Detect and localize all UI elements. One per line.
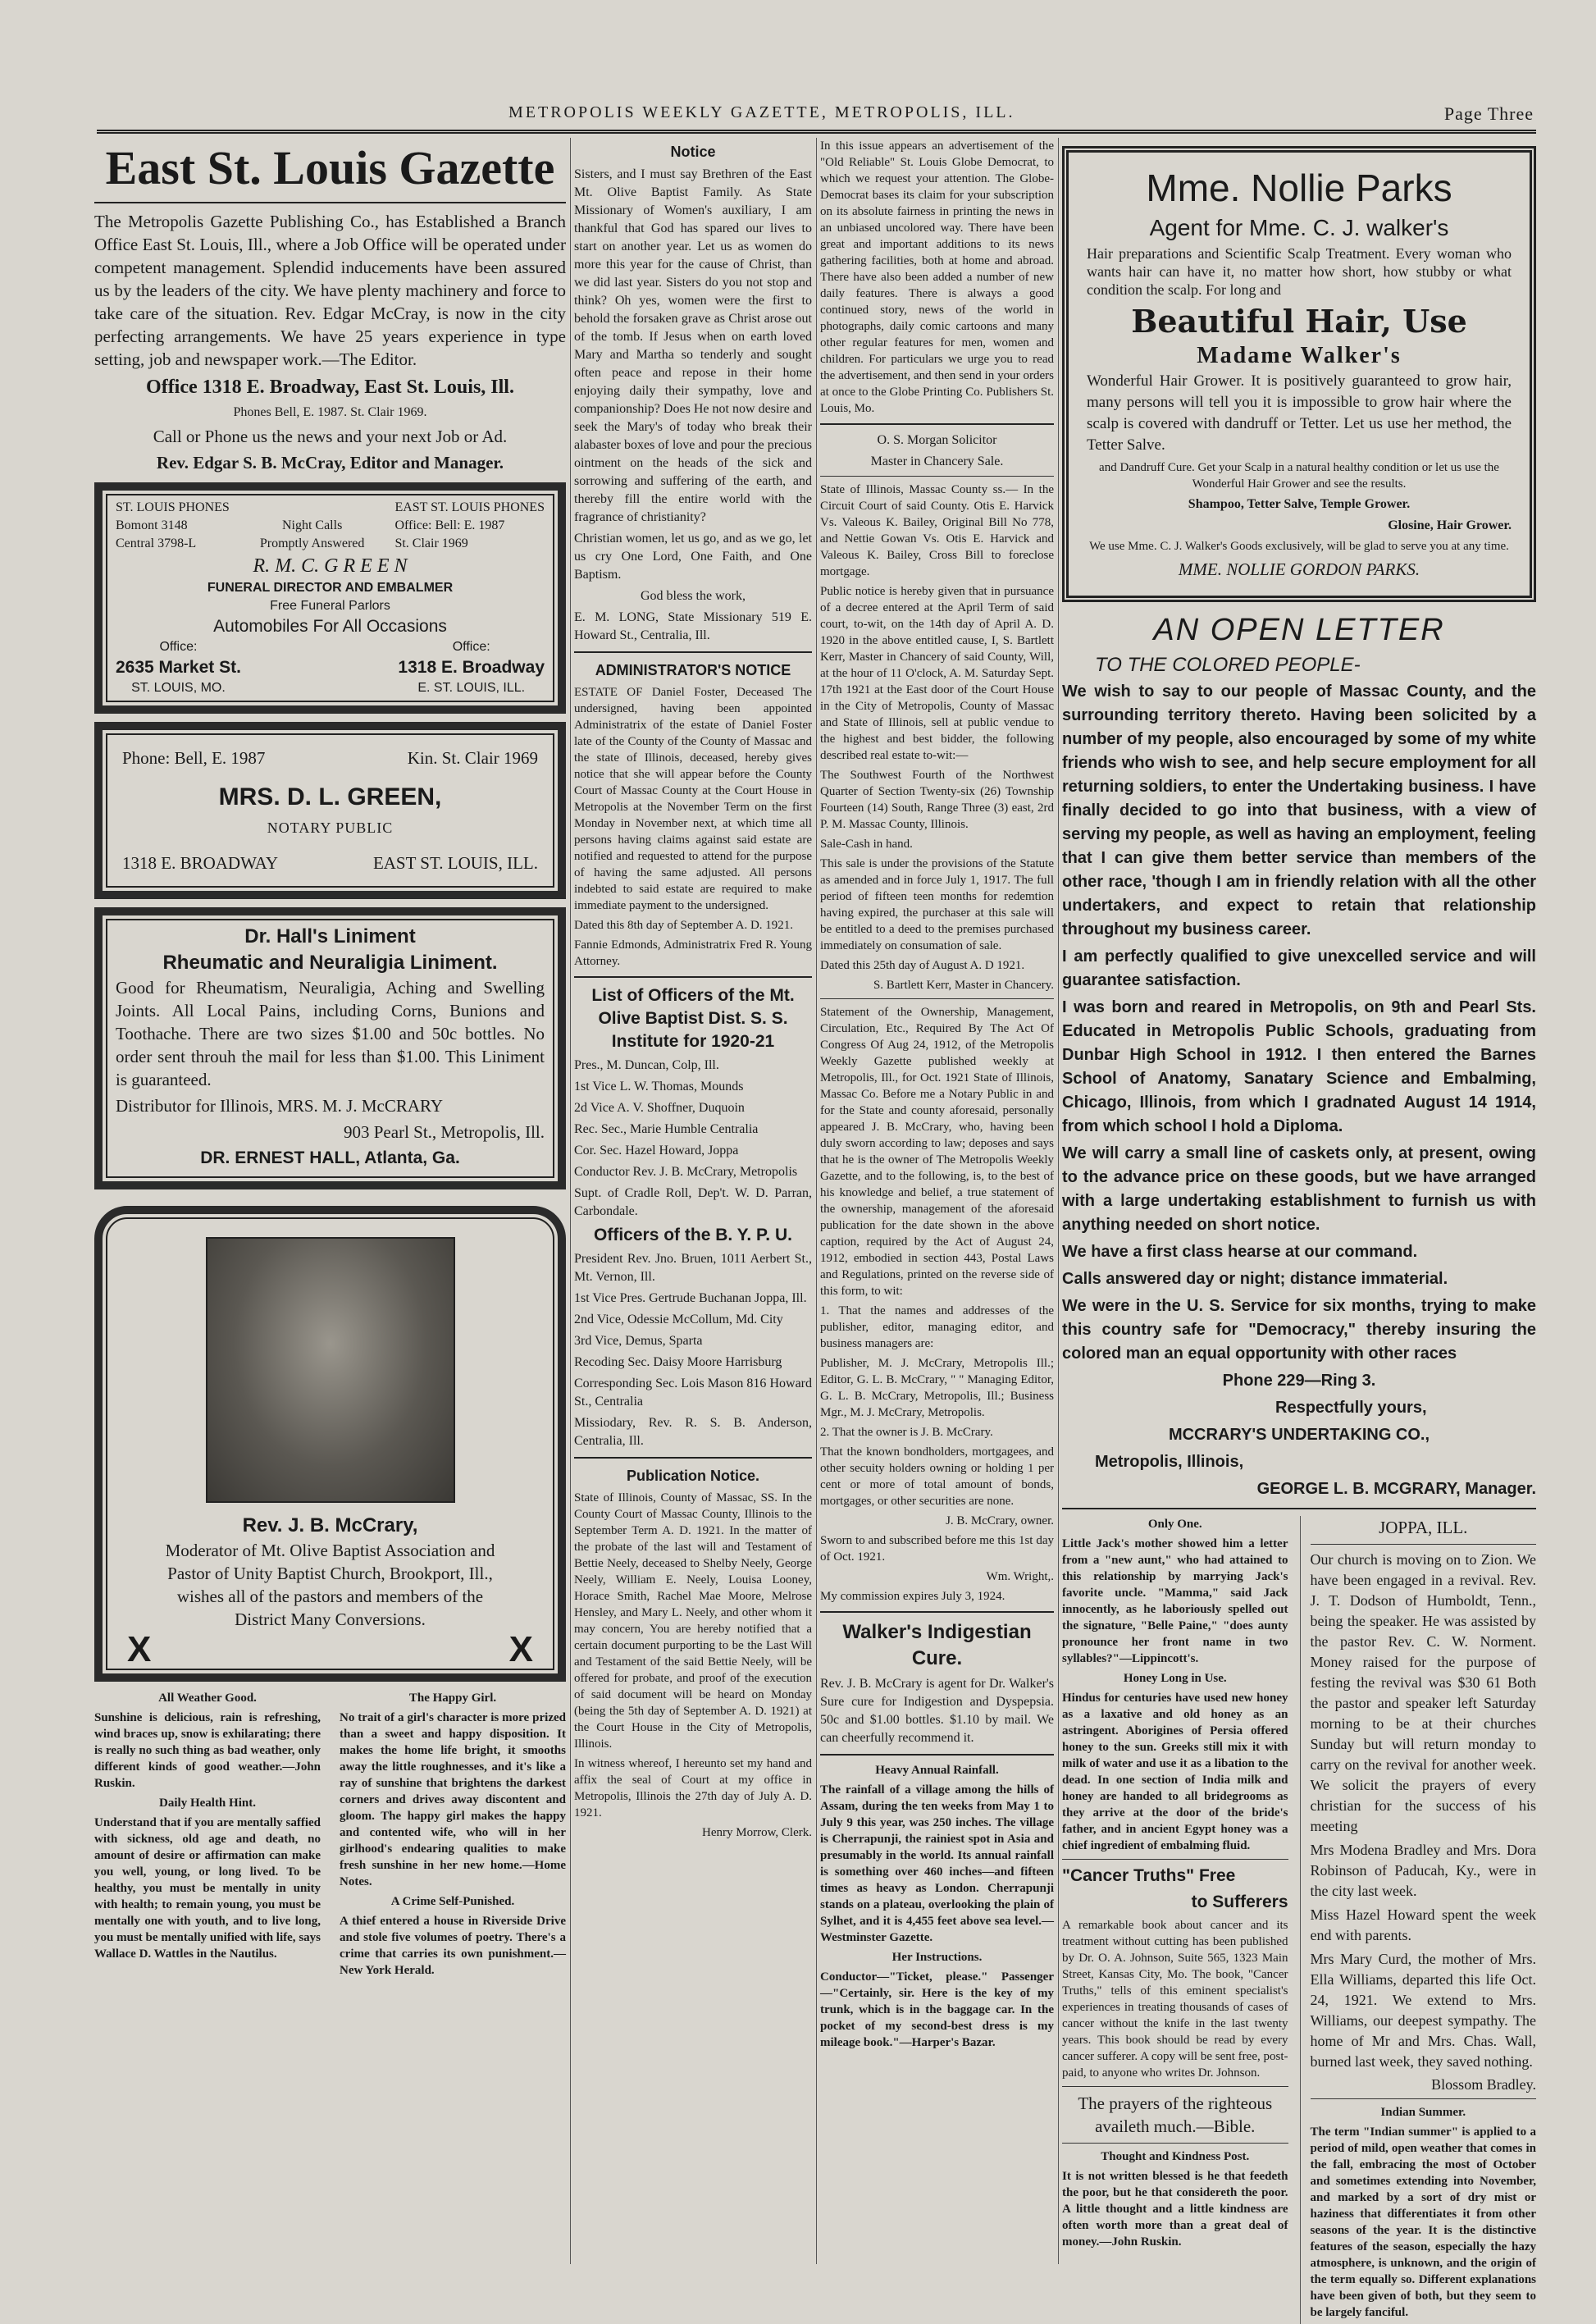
mrs-green-city: EAST ST. LOUIS, ILL. bbox=[372, 853, 538, 873]
parks-products: Shampoo, Tetter Salve, Temple Grower. bbox=[1188, 497, 1411, 511]
parks-signature: MME. NOLLIE GORDON PARKS. bbox=[1178, 559, 1420, 579]
bottom-fillers bbox=[94, 1690, 566, 1982]
office-label: Office: bbox=[159, 640, 198, 654]
gazette-phones: Phones Bell, E. 1987. St. Clair 1969. bbox=[233, 405, 427, 419]
divider bbox=[1062, 2086, 1288, 2087]
joppa-body-2: Mrs Modena Bradley and Mrs. Dora Robinson of Paducah, Ky., were in the city last week. bbox=[1310, 1842, 1536, 1899]
mrs-green-kin: Kin. St. Clair 1969 bbox=[407, 748, 538, 768]
filler-heading: Honey Long in Use. bbox=[1123, 1672, 1227, 1685]
letter-manager: GEORGE L. B. MCGRARY, Manager. bbox=[1256, 1480, 1536, 1498]
filler-text: Understand that if you are mentally saffied with sickness, old age and death, no amount of desire or affirmation can make you well, young, or long lived. To be healthy, you must be mentally in unity with health; to remain young, you must be mentally one with youth, and to live long, you must be mentally unified with life, says Wallace D. Wattles in the Nautilus. bbox=[94, 1816, 321, 1961]
open-letter bbox=[1062, 610, 1536, 1501]
parks-body-1: Hair preparations and Scientific Scalp Treatment. Every woman who wants hair can have it, no matter how short, how stubby or what condition the scalp. For long and bbox=[1087, 245, 1512, 298]
stl-phone-2: Central 3798-L bbox=[116, 536, 197, 550]
divider bbox=[1062, 1859, 1288, 1860]
estl-phones-head: EAST ST. LOUIS PHONES bbox=[394, 500, 545, 514]
ownership-statement: Statement of the Ownership, Management, Circulation, Etc., Required By The Act Of Congress Of Aug 24, 1912, of the Metropolis Weekly Gazette published weekly at Metropolis, Ill., for Oct. 1921 State of Illinois, Massac Co. Before me a Notary Public in and for the State and county aforesaid, personally appeared J. B. McCrary, who, having been duly sworn according to law; deposes and says that he is the owner of The Metropolis Weekly Gazette, and to the following, is, to the best of his knowledge and belief, a true statement of the ownership, management of the aforesaid publication for the date shown in the above caption, required by the Act of August 24, 1912, embodied in section 443, Postal Laws and Regulations, printed on the reverse side of this form, to wit: bbox=[820, 1006, 1054, 1298]
letter-p1: We wish to say to our people of Massac County, and the surrounding territory thereto. Having been solicited by a number of my people, also encouraged by some of my white friends who wish to see, and help secure employment for all returning soldiers, to enter the Undertaking business. I have finally decided to go into that business, with a view of serving my people, as well as having an employment, feeling that I can give them better service than members of the other race, 'though I am in friendly relation with all the other undertakers, and expect to retain that relationship throughout my business career. bbox=[1062, 683, 1536, 938]
list-item: Recoding Sec. Daisy Moore Harrisburg bbox=[574, 1355, 782, 1369]
gazette-title: East St. Louis Gazette bbox=[105, 141, 555, 194]
office-city-left: ST. LOUIS, MO. bbox=[131, 681, 226, 695]
portrait-image bbox=[206, 1237, 455, 1503]
list-item: Cor. Sec. Hazel Howard, Joppa bbox=[574, 1144, 739, 1157]
chancery-body-3: The Southwest Fourth of the Northwest Quarter of Section Twenty-six (26) Township Fourteen (14) South, Range Three (3) east, 2rd P. M. Massac County, Illinois. bbox=[820, 769, 1054, 831]
office-city-right: E. ST. LOUIS, ILL. bbox=[417, 681, 526, 695]
parks-beautiful: Beautiful Hair, Use bbox=[1131, 303, 1467, 340]
list-item: Rec. Sec., Marie Humble Centralia bbox=[574, 1122, 759, 1136]
filler-heading: Thought and Kindness Post. bbox=[1101, 2150, 1250, 2163]
notice-body: Sisters, and I must say Brethren of the East Mt. Olive Baptist Family. As State Missionary of Women's auxiliary, I am thankful that God has spared our lives to start on another year. Let us as women do more this year for the cause of Christ, than we did last year. Sisters do you not stop and think? Oh yes, women were the first to behold the forsaken grave as Christ arose out of the tomb. If Jesus when on earth loved Mary and Martha so tenderly and sought often peace and repose in their home enjoying daily their sympathy, love and companionship? Does He not now desire and seek the Mary's of today who break their alabaster boxes of love and pour the precious ointment on the heads of the sick and sorrowing and suffering of the earth, and thereby fill the entire world with the fragrance of christianity? bbox=[574, 167, 812, 524]
letter-p7: We were in the U. S. Service for six months, trying to make this country safe for "Democracy," thereby insuring the colored man an equal opportunity with other races bbox=[1062, 1297, 1536, 1363]
list-item: Pres., M. Duncan, Colp, Ill. bbox=[574, 1058, 719, 1072]
filler-heading: Only One. bbox=[1147, 1518, 1202, 1531]
filler-text: Little Jack's mother showed him a letter from a "new aunt," who had attained to this relationship by marrying Jack's favorite uncle. "Mamma," said Jack innocently, as he laboriously spelled out the signature, "Belle Paine," "does aunty pronounce her front name in two syllables?"—Lippincott's. bbox=[1062, 1537, 1288, 1665]
estl-phone-2: St. Clair 1969 bbox=[394, 536, 468, 550]
ownership-1: 1. That the names and addresses of the publisher, editor, managing editor, and business managers are: bbox=[820, 1304, 1054, 1350]
parks-agent: Agent for Mme. C. J. walker's bbox=[1149, 215, 1449, 240]
joppa-body-3: Miss Hazel Howard spent the week end with parents. bbox=[1310, 1906, 1536, 1943]
notice-bless: God bless the work, bbox=[641, 589, 746, 603]
hall-title: Dr. Hall's Liniment bbox=[244, 925, 416, 947]
divider bbox=[94, 202, 566, 203]
mrs-green-title: NOTARY PUBLIC bbox=[267, 820, 394, 836]
filler-text: No trait of a girl's character is more prized than a sweet and happy disposition. It makes the home life bright, it smooths away the little roughnesses, and it's like a ray of sunshine that brightens the darkest corners and drives away discontent and gloom. The happy girl makes the happy and contented wife, who will in her girlhood's endearing qualities to make fresh sunshine in her new home.—Home Notes. bbox=[340, 1711, 566, 1888]
running-head bbox=[98, 97, 1534, 130]
admin-signature: Fannie Edmonds, Administratrix Fred R. Young Attorney. bbox=[574, 938, 812, 968]
column-1 bbox=[94, 138, 566, 2264]
notice-signature: E. M. LONG, State Missionary 519 E. Howard St., Centralia, Ill. bbox=[574, 610, 812, 642]
admin-date: Dated this 8th day of September A. D. 1921. bbox=[574, 919, 794, 932]
divider bbox=[820, 998, 1054, 999]
admin-title: ADMINISTRATOR'S NOTICE bbox=[595, 662, 791, 678]
gazette-editor: Rev. Edgar S. B. McCray, Editor and Manager. bbox=[156, 453, 504, 473]
cancer-title-1: "Cancer Truths" Free bbox=[1062, 1866, 1236, 1885]
divider bbox=[820, 1754, 1054, 1756]
parks-glosine: Glosine, Hair Grower. bbox=[1388, 518, 1512, 532]
divider bbox=[1311, 1544, 1537, 1545]
divider bbox=[820, 476, 1054, 477]
prayer-quote: The prayers of the righteous availeth much.—Bible. bbox=[1078, 2093, 1273, 2136]
cancer-body: A remarkable book about cancer and its treatment without cutting has been published by Dr. O. A. Johnson, Suite 565, 1323 Main Street, Kansas City, Mo. The book, "Cancer Truths," tells of this eminent specialist's experiences in treating thousands of cases of cancer without the knife in the last twenty years. This book should be read by every cancer sufferer. A copy will be sent free, post-paid, to anyone who writes Dr. Johnson. bbox=[1062, 1919, 1288, 2080]
green-funeral-ad bbox=[94, 482, 566, 714]
ownership-sworn: Sworn to and subscribed before me this 1st day of Oct. 1921. bbox=[820, 1534, 1054, 1564]
filler-text: Conductor—"Ticket, please." Passenger—"Certainly, sir. Here is the key of my trunk, which is in the baggage car. In the pocket of my second-best dress is my mileage book."—Harper's Bazar. bbox=[820, 1970, 1054, 2049]
masthead: METROPOLIS WEEKLY GAZETTE, METROPOLIS, ILL. bbox=[508, 103, 1015, 121]
column-rule bbox=[1058, 138, 1059, 2264]
filler-heading: Heavy Annual Rainfall. bbox=[875, 1764, 999, 1777]
filler-text: A thief entered a house in Riverside Drive and stole five volumes of poetry. There's a crime that carries its own punishment.—New York Herald. bbox=[340, 1915, 566, 1977]
chancery-signature: S. Bartlett Kerr, Master in Chancery. bbox=[873, 979, 1054, 992]
bypu-list bbox=[574, 1250, 812, 1450]
column-3 bbox=[820, 138, 1054, 2264]
mrs-green-address: 1318 E. BROADWAY bbox=[122, 853, 278, 873]
chancery-body-2: Public notice is hereby given that in pursuance of a decree entered at the April Term of said court, to-wit, on the 14th day of April A. D. 1920 in the above entitled cause, I, S. Bartlett Kerr, Master in Chancery of said County, Will, at the hour of 11 O'clock, A. M. Saturday Sept. 17th 1921 at the East door of the Court House in the City of Metropolis, County of Massac and State of Illinois, sell at public vendue to the highest and best bidder, the following described real estate to-wit:— bbox=[820, 585, 1054, 762]
list-item: 1st Vice L. W. Thomas, Mounds bbox=[574, 1080, 744, 1094]
chancery-date: Dated this 25th day of August A. D 1921. bbox=[820, 959, 1025, 972]
hall-distributor: Distributor for Illinois, MRS. M. J. McCRARY bbox=[116, 1096, 444, 1116]
green-name: R. M. C. G R E E N bbox=[253, 555, 408, 577]
divider bbox=[574, 651, 812, 653]
divider bbox=[1311, 2098, 1537, 2099]
parks-madame: Madame Walker's bbox=[1197, 343, 1402, 368]
joppa-title: JOPPA, ILL. bbox=[1379, 1518, 1468, 1537]
column-4 bbox=[1062, 138, 1536, 2319]
letter-p4: We will carry a small line of caskets only, at present, owing to the advance price on these goods, but we have arranged with a large undertaking establishment to furnish us with anything needed on short notice. bbox=[1062, 1144, 1536, 1234]
ownership-signature: J. B. McCrary, owner. bbox=[946, 1514, 1054, 1527]
hall-address: 903 Pearl St., Metropolis, Ill. bbox=[344, 1122, 545, 1142]
letter-company: MCCRARY'S UNDERTAKING CO., bbox=[1168, 1426, 1430, 1444]
filler-heading: A Crime Self-Punished. bbox=[390, 1895, 515, 1908]
list-item: President Rev. Jno. Bruen, 1011 Aerbert St., Mt. Vernon, Ill. bbox=[574, 1252, 812, 1284]
letter-p6: Calls answered day or night; distance immaterial. bbox=[1062, 1270, 1448, 1288]
column-rule bbox=[570, 138, 571, 2264]
mccrary-portrait-ad bbox=[94, 1206, 566, 1682]
notary-name: Wm. Wright,. bbox=[986, 1570, 1054, 1583]
mccrary-body: Moderator of Mt. Olive Baptist Association and Pastor of Unity Baptist Church, Brookport, Ill., wishes all of the pastors and members of the District Many Conversions. bbox=[165, 1541, 495, 1629]
globe-notice: In this issue appears an advertisement of the "Old Reliable" St. Louis Globe Democrat, to which we request your attention. The Globe-Democrat bases its claim for your subscription on its absolute fairness in printing the news in an unbiased uncolored way. There have been great and important additions to its news gathering facilities, both at home and abroad. There have also been added a number of new daily features. There is always a good continued story, news of the world in photographs, daily comic cartoons and many other regular features for men, women and children. For particulars we urge you to read the advertisement, and then send in your orders at once to the Globe Printing Co. Publishers St. Louis, Mo. bbox=[820, 139, 1054, 415]
filler-heading: Her Instructions. bbox=[891, 1951, 983, 1964]
chancery-body-4: This sale is under the provisions of the Statute as amended and in force July 1, 1917. The full period of fifteen teen months for redemtion having expired, the purchaser at this sale will be entitled to a deed to the premises purchased immediately on consumation of sale. bbox=[820, 857, 1054, 952]
ownership-1b: Publisher, M. J. McCrary, Metropolis Ill.; Editor, G. L. B. McCrary, " " Managing Editor, G. L. B. McCrary, Metropolis, Ill.; Business Mgr., M. J. McCrary, Metropolis. bbox=[820, 1357, 1054, 1419]
divider bbox=[820, 1611, 1054, 1613]
night-calls: Night Calls bbox=[281, 518, 343, 532]
stl-phone-1: Bomont 3148 bbox=[116, 518, 188, 532]
list-item: 3rd Vice, Demus, Sparta bbox=[574, 1334, 703, 1348]
divider bbox=[1062, 1508, 1536, 1509]
hall-subtitle: Rheumatic and Neuraligia Liniment. bbox=[162, 952, 498, 974]
list-item: 2d Vice A. V. Shoffner, Duquoin bbox=[574, 1101, 745, 1115]
filler-text: The rainfall of a village among the hills of Assam, during the ten weeks from May 1 to July 9 this year, was 250 inches. The village is Cherrapunji, the rainiest spot in Asia and presumably in the world. Its annual rainfall is something over 460 inches—and fifteen times as heavy as London. Cherrapunji stands on a plateau, overlooking the plain of Sylhet, and it is 4,455 feet above sea level.—Westminster Gazette. bbox=[820, 1783, 1054, 1944]
cancer-title-2: to Sufferers bbox=[1191, 1893, 1288, 1911]
hall-doctor: DR. ERNEST HALL, Atlanta, Ga. bbox=[200, 1148, 460, 1167]
list-item: 2nd Vice, Odessie McCollum, Md. City bbox=[574, 1313, 783, 1326]
office-label: Office: bbox=[452, 640, 490, 654]
list-item: 1st Vice Pres. Gertrude Buchanan Joppa, Ill. bbox=[574, 1291, 807, 1305]
list-item: Supt. of Cradle Roll, Dep't. W. D. Parran, Carbondale. bbox=[574, 1186, 812, 1218]
estl-phone-1: Office: Bell: E. 1987 bbox=[394, 518, 505, 532]
letter-title: AN OPEN LETTER bbox=[1153, 613, 1445, 647]
mrs-green-phone: Phone: Bell, E. 1987 bbox=[122, 748, 266, 768]
divider bbox=[574, 1457, 812, 1459]
commission-expires: My commission expires July 3, 1924. bbox=[820, 1590, 1005, 1603]
parks-use: We use Mme. C. J. Walker's Goods exclusively, will be glad to serve you at any time. bbox=[1089, 540, 1509, 553]
page-number: Page Three bbox=[1443, 103, 1534, 124]
office-address-left: 2635 Market St. bbox=[116, 658, 241, 677]
mccrary-name: Rev. J. B. McCrary, bbox=[242, 1514, 418, 1536]
gazette-call: Call or Phone us the news and your next Job or Ad. bbox=[153, 427, 508, 446]
letter-p3: I was born and reared in Metropolis, on 9th and Pearl Sts. Educated in Metropolis Public Schools, graduating from Dunbar High School in 1912. I then entered the Barnes School of Anatomy, Sanatary Science and Embalming, Chicago, Illinois, from which I gradnated August 14 1914, from which school I hold a Diploma. bbox=[1062, 998, 1536, 1135]
letter-p5: We have a first class hearse at our command. bbox=[1062, 1243, 1418, 1261]
filler-heading: All Weather Good. bbox=[158, 1692, 257, 1705]
x-mark-right: X bbox=[508, 1629, 533, 1669]
green-line3: Automobiles For All Occasions bbox=[213, 617, 447, 636]
filler-text: Hindus for centuries have used new honey as a laxative and old honey as an astringent. Aborigines of Persia offered honey to the sun. Greeks still mix it with milk of water and use it as a libation to the dead. In one section of India milk and honey are handed to all bridegrooms as they arrive at the door of the bride's father, and in ancient Egypt honey was a chief ingredient of embalming fluid. bbox=[1062, 1692, 1288, 1852]
bypu-title: Officers of the B. Y. P. U. bbox=[594, 1226, 792, 1244]
filler-text: It is not written blessed is he that feedeth the poor, but he that considereth the poor. A little thought and a little kindness are often worth more than a great deal of money.—John Ruskin. bbox=[1062, 2170, 1288, 2249]
joppa-body-1: Our church is moving on to Zion. We have been engaged in a revival. Rev. J. T. Dodson of Humboldt, Tenn., being the speaker. He was assisted by the pastor Rev. C. W. Norment. Money raised for the purpose of festing the revival was $30 61 Both the pastor and speaker left Saturday morning to be at their churches Sunday but will return monday to carry on the revival for another week. We solicit the prayers of every christian for the success of his meeting bbox=[1310, 1551, 1536, 1834]
chancery-cash: Sale-Cash in hand. bbox=[820, 838, 913, 851]
hall-liniment-ad bbox=[94, 907, 566, 1189]
chancery-title: Master in Chancery Sale. bbox=[870, 454, 1004, 468]
letter-phone: Phone 229—Ring 3. bbox=[1222, 1372, 1376, 1390]
office-address-right: 1318 E. Broadway bbox=[398, 658, 545, 677]
divider bbox=[1062, 2143, 1288, 2144]
x-mark-left: X bbox=[127, 1629, 152, 1669]
officers-list bbox=[574, 1057, 812, 1221]
divider bbox=[820, 423, 1054, 425]
filler-heading: The Happy Girl. bbox=[408, 1692, 497, 1705]
list-item: Missiodary, Rev. R. S. B. Anderson, Centralia, Ill. bbox=[574, 1416, 812, 1448]
mrs-green-ad bbox=[94, 722, 566, 899]
walker-body: Rev. J. B. McCrary is agent for Dr. Walker's Sure cure for Indigestion and Dyspepsia. 50c and $1.00 bottles. $1.10 by mail. We can cheerfully recommend it. bbox=[820, 1677, 1054, 1745]
filler-heading: Indian Summer. bbox=[1380, 2106, 1466, 2119]
mrs-green-name: MRS. D. L. GREEN, bbox=[218, 783, 442, 810]
top-rule bbox=[97, 130, 1536, 134]
divider bbox=[574, 976, 812, 978]
list-item: Corresponding Sec. Lois Mason 816 Howard St., Centralia bbox=[574, 1377, 812, 1409]
publication-witness: In witness whereof, I hereunto set my hand and affix the seal of Court at my office in Metropolis, Illinois the 27th day of July A. D. 1921. bbox=[574, 1757, 812, 1819]
walker-title: Walker's Indigestian Cure. bbox=[842, 1621, 1032, 1669]
admin-body: ESTATE OF Daniel Foster, Deceased The undersigned, having been appointed Administratrix of the estate of Daniel Foster late of the County of the County of Massac and the state of Illinois, deceased, hereby gives notice that she will appear before the County Court of Massac County at the Court House in Metropolis at the November Term on the first Monday in November next, at which time all persons having claims against said estate are notified and requested to attend for the purpose of having the same adjusted. All persons indebted to said estate are required to make immediate payment to the undersigned. bbox=[574, 686, 812, 912]
gazette-office: Office 1318 E. Broadway, East St. Louis, Ill. bbox=[146, 377, 514, 398]
green-line1: FUNERAL DIRECTOR AND EMBALMER bbox=[207, 581, 454, 595]
filler-text: The term "Indian summer" is applied to a period of mild, open weather that comes in the fall, embracing the most of October and sometimes extending into November, and marked by a sort of dry mist or haziness that differentiates it from other seasons of the year. It is the distinctive features of the season, especially the hazy atmosphere, is unknown, and the origin of the term equally so. Different explanations have been given of both, but they seem to be largely fanciful. bbox=[1310, 2125, 1536, 2319]
list-item: Conductor Rev. J. B. McCrary, Metropolis bbox=[574, 1165, 798, 1179]
letter-salutation: TO THE COLORED PEOPLE- bbox=[1095, 654, 1361, 676]
filler-heading: Daily Health Hint. bbox=[159, 1797, 256, 1810]
filler-text: Sunshine is delicious, rain is refreshing, wind braces up, snow is exhilarating; there is really no such thing as bad weather, only different kinds of good weather.—John Ruskin. bbox=[94, 1711, 321, 1790]
publication-body: State of Illinois, County of Massac, SS. In the County Court of Massac County, Illinois to the September Term A. D. 1921. In the matter of the probate of the last will and Testament of Bettie Neely, deceased to Shelby Neely, George Neely, William E. Neely, Louisa Looney, Horace Smith, Rachel Mae Moore, Melrose Hensley, and Mary L. Neely, and other whom it may concern, You are hereby notified that a certain document purporting to be the Last Will and Testament of the said Bettie Neely, will be offered for probate, and proof of the execution of said document will be heard on Monday (being the 5th day of September A. D. 1921) at the Court House in the City of Metropolis, Illinois. bbox=[574, 1491, 812, 1751]
gazette-body: The Metropolis Gazette Publishing Co., has Established a Branch Office East St. Louis, Ill., where a Job Office will be operated under competent management. Splendid inducements have been assured us by the leaders of the city. We have plenty machinery and force to take care of the situation. Rev. Edgar McCray, is now in the city perfecting arrangements. We have 25 years experience in type setting, job and newspaper work.—The Editor. bbox=[94, 212, 566, 369]
publication-title: Publication Notice. bbox=[626, 1468, 760, 1484]
publication-signature: Henry Morrow, Clerk. bbox=[702, 1826, 812, 1839]
lower-columns bbox=[1062, 1516, 1536, 2324]
letter-p2: I am perfectly qualified to give unexcelled service and will guarantee satisfaction. bbox=[1062, 947, 1536, 989]
chancery-body: State of Illinois, Massac County ss.— In the Circuit Court of said County. Otis E. Harvick Vs. Valeous K. Bailey, Original Bill No 778, and Nettie Gowan Vs. Otis E. Harvick and Valeous K. Bailey, Cross Bill to foreclose mortgage. bbox=[820, 483, 1054, 578]
parks-body-2: Wonderful Hair Grower. It is positively guaranteed to grow hair, many persons will tell you it is impossible to grow hair where the scalp is covered with dandruff or Tetter. Let us use her method, the Tetter Salve. bbox=[1087, 372, 1512, 454]
parks-ad bbox=[1062, 146, 1536, 602]
hall-body: Good for Rheumatism, Neuraligia, Aching and Swelling Joints. All Local Pains, including Corns, Bunions and Toothache. There are two sizes $1.00 and 50c bottles. No order sent throuh the mail for less than $1.00. This Liniment is guaranteed. bbox=[116, 978, 545, 1089]
notice-title: Notice bbox=[670, 144, 716, 160]
letter-respectfully: Respectfully yours, bbox=[1275, 1399, 1427, 1417]
notice-body-2: Christian women, let us go, and as we go, let us cry One Lord, One Faith, and One Baptism. bbox=[574, 532, 812, 582]
joppa-body-4: Mrs Mary Curd, the mother of Mrs. Ella Williams, departed this life Oct. 24, 1921. We extend to Mrs. Williams, our deepest sympathy. The home of Mr and Mrs. Chas. Wall, burned last week, they saved nothing. bbox=[1310, 1951, 1536, 2070]
joppa-signature: Blossom Bradley. bbox=[1431, 2076, 1536, 2093]
stl-phones-head: ST. LOUIS PHONES bbox=[116, 500, 230, 514]
letter-city: Metropolis, Illinois, bbox=[1095, 1453, 1244, 1471]
parks-body-3: and Dandruff Cure. Get your Scalp in a natural healthy condition or let us use the Wonderful Hair Grower and see the results. bbox=[1099, 461, 1499, 491]
ownership-3: That the known bondholders, mortgagees, and other secuity holders owning or holding 1 per cent or more of total amount of bonds, mortgages, or other securities are none. bbox=[820, 1445, 1054, 1508]
green-line2: Free Funeral Parlors bbox=[270, 599, 390, 613]
column-rule bbox=[816, 138, 817, 2264]
parks-name: Mme. Nollie Parks bbox=[1146, 167, 1452, 209]
column-2 bbox=[574, 138, 812, 2264]
solicitor: O. S. Morgan Solicitor bbox=[877, 433, 997, 447]
ownership-2: 2. That the owner is J. B. McCrary. bbox=[820, 1426, 993, 1439]
officers-title: List of Officers of the Mt. Olive Baptist Dist. S. S. Institute for 1920-21 bbox=[591, 986, 795, 1051]
promptly-answered: Promptly Answered bbox=[259, 536, 365, 550]
